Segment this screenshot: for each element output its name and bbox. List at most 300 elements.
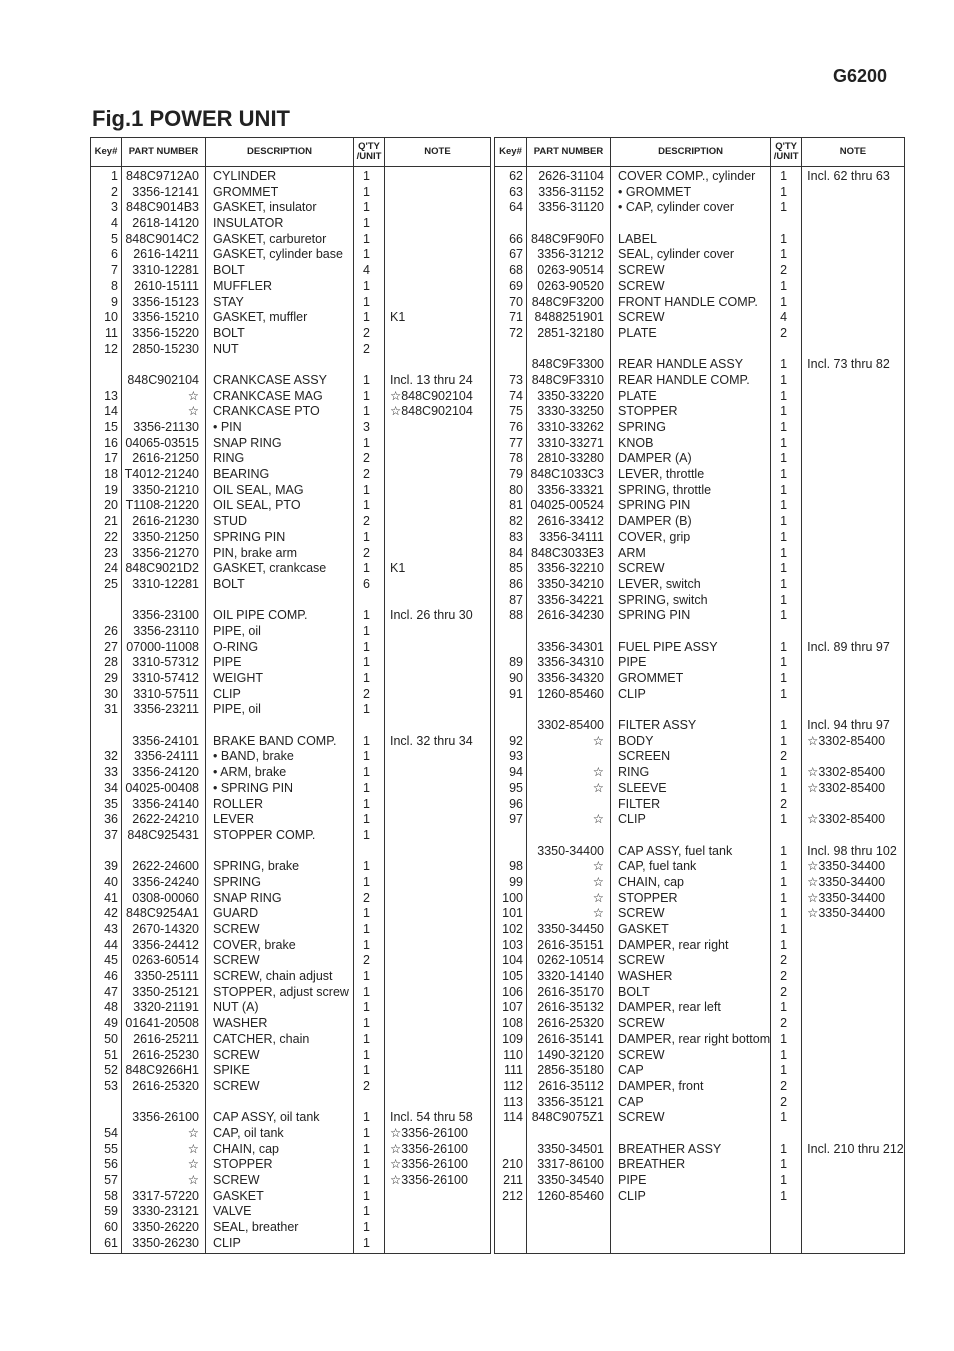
- qty-cell: 1: [780, 529, 788, 544]
- note-cell: [385, 263, 490, 279]
- header-description: DESCRIPTION: [611, 138, 771, 167]
- description-column: [206, 167, 354, 1254]
- key-cell: 41: [104, 890, 118, 905]
- part-number-cell: 1260-85460: [537, 686, 604, 701]
- description-cell: SCREW: [618, 310, 665, 325]
- note-cell: [385, 436, 490, 452]
- description-cell: [206, 593, 353, 609]
- note-cell: K1: [390, 561, 406, 576]
- note-cell: Incl. 98 thru 102: [807, 843, 897, 858]
- key-cell: 210: [502, 1157, 523, 1172]
- part-number-cell: ☆: [592, 780, 604, 795]
- description-cell: BEARING: [213, 467, 270, 482]
- note-cell: [385, 687, 490, 703]
- note-cell: [802, 702, 904, 718]
- qty-cell: 1: [780, 608, 788, 623]
- part-number-cell: 2616-25211: [133, 1031, 199, 1046]
- key-cell: [495, 1126, 526, 1142]
- part-number-cell: 3356-32210: [537, 561, 604, 576]
- qty-cell: 1: [363, 169, 370, 183]
- note-cell: [385, 1048, 490, 1064]
- description-cell: SPRING, throttle: [618, 482, 712, 497]
- qty-cell: 1: [780, 435, 788, 450]
- note-cell: [385, 357, 490, 373]
- key-cell: 58: [104, 1188, 118, 1203]
- part-number-cell: ☆: [187, 1141, 199, 1156]
- note-cell: [802, 404, 904, 420]
- note-cell: Incl. 73 thru 82: [807, 357, 890, 372]
- note-cell: ☆3302-85400: [807, 780, 886, 795]
- key-cell: 11: [105, 325, 118, 340]
- qty-cell: 1: [363, 184, 370, 199]
- note-cell: [385, 169, 490, 185]
- qty-cell: 1: [363, 1220, 370, 1235]
- key-cell: 93: [509, 749, 523, 764]
- description-cell: CLIP: [618, 812, 646, 827]
- note-cell: [802, 1110, 904, 1126]
- note-cell: [802, 295, 904, 311]
- note-cell: [802, 608, 904, 624]
- note-cell: [385, 1079, 490, 1095]
- part-number-cell: 3330-33250: [537, 404, 604, 419]
- qty-cell: 1: [363, 1235, 370, 1250]
- description-cell: SEAL, cylinder cover: [618, 247, 735, 262]
- part-number-cell: 3356-24412: [132, 937, 199, 952]
- qty-cell: 1: [780, 420, 788, 434]
- qty-cell: 1: [780, 655, 788, 670]
- qty-cell: 1: [363, 1157, 370, 1172]
- description-cell: CAP, oil tank: [213, 1125, 284, 1140]
- note-cell: [802, 797, 904, 813]
- key-cell: 7: [111, 263, 118, 278]
- qty-cell: 1: [780, 498, 788, 513]
- note-cell: [802, 1000, 904, 1016]
- part-number-cell: 2618-14120: [132, 216, 199, 231]
- note-cell: ☆848C902104: [390, 388, 473, 403]
- qty-cell: 1: [780, 686, 788, 701]
- key-cell: 72: [509, 325, 523, 340]
- note-cell: [802, 1032, 904, 1048]
- qty-cell: 1: [780, 278, 788, 293]
- note-cell: ☆3302-85400: [807, 765, 886, 780]
- header-part-number: PART NUMBER: [527, 138, 611, 167]
- description-cell: DAMPER, rear right: [618, 937, 729, 952]
- part-number-cell: 2616-35112: [538, 1078, 604, 1093]
- qty-cell: 1: [363, 435, 370, 450]
- key-cell: 4: [111, 216, 118, 231]
- qty-cell: [771, 1126, 801, 1142]
- part-number-cell: 3356-34221: [537, 592, 604, 607]
- key-cell: 85: [509, 561, 523, 576]
- qty-cell: 2: [780, 1094, 788, 1109]
- part-number-cell: [122, 357, 205, 373]
- qty-column: [771, 167, 802, 1254]
- key-cell: 105: [502, 969, 523, 984]
- description-cell: LABEL: [618, 231, 657, 246]
- qty-cell: 1: [363, 874, 370, 889]
- part-number-cell: 3310-33271: [537, 435, 604, 450]
- qty-cell: 1: [780, 1047, 788, 1062]
- part-number-cell: 2851-32180: [537, 325, 604, 340]
- description-cell: PLATE: [618, 388, 657, 403]
- note-cell: [802, 436, 904, 452]
- description-cell: CRANKCASE MAG: [213, 388, 323, 403]
- part-number-cell: 848C9254A1: [126, 906, 199, 921]
- qty-cell: [771, 216, 801, 232]
- key-cell: 30: [104, 686, 118, 701]
- part-number-cell: 848C3033E3: [531, 545, 604, 560]
- note-cell: [385, 1095, 490, 1111]
- key-cell: [495, 702, 526, 718]
- description-cell: • GROMMET: [618, 184, 692, 199]
- part-number-cell: 848C9F90F0: [531, 231, 604, 246]
- qty-cell: 1: [780, 937, 788, 952]
- qty-cell: 1: [780, 482, 788, 497]
- description-cell: STOPPER: [618, 404, 678, 419]
- description-cell: PIPE: [213, 655, 242, 670]
- description-cell: FILTER: [618, 796, 661, 811]
- description-cell: SCREW: [618, 953, 665, 968]
- part-number-cell: T1108-21220: [125, 498, 199, 513]
- note-cell: [802, 530, 904, 546]
- part-number-cell: 3320-21191: [133, 1000, 199, 1015]
- qty-cell: 1: [780, 357, 788, 372]
- part-number-cell: 2616-35132: [537, 1000, 604, 1015]
- description-cell: CAP: [618, 1094, 644, 1109]
- description-cell: • CAP, cylinder cover: [618, 200, 734, 215]
- qty-cell: 1: [780, 922, 788, 936]
- part-number-cell: 3356-21130: [133, 420, 199, 434]
- note-cell: ☆3356-26100: [390, 1173, 468, 1187]
- note-cell: [802, 279, 904, 295]
- key-cell: 109: [502, 1031, 523, 1046]
- qty-cell: 1: [780, 718, 788, 733]
- key-cell: 92: [509, 733, 523, 748]
- table-body-row: [495, 167, 905, 1254]
- part-number-cell: 3356-31120: [538, 200, 604, 215]
- key-cell: 10: [104, 310, 118, 325]
- description-cell: CAP, fuel tank: [618, 859, 697, 874]
- key-cell: [91, 1110, 121, 1126]
- qty-cell: 1: [363, 231, 370, 246]
- description-cell: SEAL, breather: [213, 1220, 299, 1235]
- part-number-cell: 2670-14320: [132, 922, 199, 936]
- description-cell: PIPE: [618, 1173, 647, 1187]
- qty-cell: 1: [363, 1031, 370, 1046]
- part-number-cell: 0263-90514: [537, 263, 604, 278]
- note-cell: [385, 812, 490, 828]
- key-cell: 1: [111, 169, 118, 183]
- description-cell: PIPE: [618, 655, 647, 670]
- note-cell: [802, 389, 904, 405]
- note-cell: [385, 859, 490, 875]
- key-cell: 16: [104, 435, 118, 450]
- part-number-cell: 3356-31152: [538, 184, 604, 199]
- key-cell: 26: [104, 623, 118, 638]
- qty-cell: [771, 624, 801, 640]
- key-cell: 114: [503, 1110, 523, 1125]
- qty-cell: 1: [363, 1204, 370, 1219]
- note-cell: [385, 1189, 490, 1205]
- qty-cell: 1: [780, 545, 788, 560]
- part-number-cell: ☆: [187, 1125, 199, 1140]
- table-header-row: [495, 138, 905, 167]
- qty-cell: 2: [780, 1078, 788, 1093]
- parts-table-left: [90, 137, 491, 1254]
- qty-cell: 4: [363, 263, 370, 278]
- note-cell: [385, 891, 490, 907]
- description-cell: WASHER: [618, 969, 673, 984]
- note-cell: [802, 985, 904, 1001]
- note-cell: [385, 640, 490, 656]
- description-cell: CAP ASSY, oil tank: [213, 1110, 320, 1125]
- note-cell: [385, 702, 490, 718]
- key-cell: 56: [104, 1157, 118, 1172]
- part-number-cell: ☆: [187, 1157, 199, 1172]
- note-cell: [385, 749, 490, 765]
- note-cell: [385, 1204, 490, 1220]
- description-cell: GASKET, insulator: [213, 200, 317, 215]
- part-number-cell: 2616-21230: [132, 514, 199, 529]
- part-number-cell: [527, 216, 610, 232]
- key-cell: 96: [509, 796, 523, 811]
- part-number-cell: 2622-24210: [132, 812, 199, 827]
- note-cell: [802, 593, 904, 609]
- description-cell: CRANKCASE ASSY: [213, 372, 327, 387]
- note-cell: [802, 1048, 904, 1064]
- part-number-cell: 3356-34310: [537, 655, 604, 670]
- part-number-cell: 848C9266H1: [125, 1063, 199, 1078]
- part-number-cell: 3356-23211: [133, 702, 199, 717]
- key-cell: 46: [104, 969, 118, 984]
- description-cell: [206, 718, 353, 734]
- qty-cell: 2: [780, 953, 788, 968]
- qty-cell: 1: [363, 859, 370, 874]
- note-cell: [802, 953, 904, 969]
- key-cell: 106: [502, 984, 523, 999]
- description-cell: CLIP: [618, 1188, 646, 1203]
- key-cell: [495, 640, 526, 656]
- description-cell: SPRING PIN: [618, 608, 691, 623]
- part-number-cell: 0262-10514: [537, 953, 604, 968]
- note-cell: [802, 671, 904, 687]
- key-cell: 67: [509, 247, 523, 262]
- description-cell: SPRING, switch: [618, 592, 708, 607]
- qty-cell: 1: [780, 1157, 788, 1172]
- description-cell: BOLT: [213, 325, 245, 340]
- part-number-cell: 3350-34450: [537, 922, 604, 936]
- part-number-cell: 3356-35121: [537, 1094, 604, 1109]
- qty-cell: 1: [363, 278, 370, 293]
- note-cell: [802, 577, 904, 593]
- part-number-cell: 3356-15123: [132, 294, 199, 309]
- key-cell: 66: [509, 231, 523, 246]
- key-cell: 20: [104, 498, 118, 513]
- key-cell: 31: [104, 702, 118, 717]
- part-number-cell: 2850-15230: [132, 341, 199, 356]
- key-cell: 88: [509, 608, 523, 623]
- description-cell: • BAND, brake: [213, 749, 294, 764]
- key-cell: 94: [509, 765, 523, 780]
- part-number-cell: T4012-21240: [124, 467, 199, 482]
- key-cell: 23: [104, 545, 118, 560]
- note-cell: [802, 467, 904, 483]
- part-number-cell: 848C902104: [127, 372, 199, 387]
- qty-cell: 3: [363, 420, 370, 434]
- part-number-cell: 3356-34320: [537, 671, 604, 685]
- key-cell: [495, 1142, 526, 1158]
- header-key: Key#: [495, 138, 527, 167]
- part-number-cell: 3356-31212: [537, 247, 604, 262]
- description-cell: DAMPER (A): [618, 451, 692, 466]
- key-cell: 103: [502, 937, 523, 952]
- note-cell: [802, 514, 904, 530]
- qty-cell: 1: [363, 827, 370, 842]
- description-cell: STOPPER, adjust screw: [213, 984, 349, 999]
- description-cell: SCREW: [213, 1078, 260, 1093]
- qty-cell: 1: [780, 765, 788, 780]
- key-cell: 79: [509, 467, 523, 482]
- note-cell: [385, 279, 490, 295]
- description-cell: DAMPER, rear right bottom: [618, 1031, 771, 1046]
- note-cell: [802, 263, 904, 279]
- key-cell: 87: [509, 592, 523, 607]
- description-cell: OIL SEAL, PTO: [213, 498, 301, 513]
- key-cell: 21: [104, 514, 118, 529]
- key-cell: 60: [104, 1220, 118, 1235]
- part-number-cell: ☆: [187, 388, 199, 403]
- qty-cell: 1: [780, 200, 788, 215]
- qty-cell: 1: [363, 1016, 370, 1031]
- key-cell: 14: [104, 404, 118, 419]
- part-number-cell: 2856-35180: [537, 1063, 604, 1078]
- key-column: [91, 167, 122, 1254]
- note-cell: Incl. 89 thru 97: [807, 639, 890, 654]
- qty-cell: 1: [363, 1125, 370, 1140]
- part-number-cell: 8488251901: [534, 310, 604, 325]
- key-cell: [495, 718, 526, 734]
- part-number-cell: 3350-34210: [537, 576, 604, 591]
- part-number-cell: 2626-31104: [538, 169, 604, 183]
- header-key: Key#: [91, 138, 122, 167]
- description-cell: GUARD: [213, 906, 259, 921]
- description-cell: GASKET, cylinder base: [213, 247, 343, 262]
- note-cell: [802, 1063, 904, 1079]
- qty-cell: [354, 844, 384, 860]
- description-cell: CHAIN, cap: [213, 1141, 279, 1156]
- description-cell: BOLT: [213, 263, 245, 278]
- part-number-cell: 3350-21210: [132, 482, 199, 497]
- description-cell: STAY: [213, 294, 244, 309]
- part-number-cell: 2616-34230: [537, 608, 604, 623]
- note-cell: [385, 781, 490, 797]
- description-cell: LEVER, switch: [618, 576, 701, 591]
- key-cell: 49: [104, 1016, 118, 1031]
- part-number-cell: 0263-90520: [537, 278, 604, 293]
- key-cell: [495, 828, 526, 844]
- key-cell: 212: [502, 1188, 523, 1203]
- description-cell: COVER, grip: [618, 529, 691, 544]
- key-cell: 78: [509, 451, 523, 466]
- note-cell: [385, 655, 490, 671]
- key-cell: 69: [509, 278, 523, 293]
- description-cell: CRANKCASE PTO: [213, 404, 320, 419]
- qty-cell: 1: [780, 1173, 788, 1187]
- note-cell: [802, 687, 904, 703]
- part-number-cell: [527, 828, 610, 844]
- key-cell: 18: [104, 467, 118, 482]
- note-cell: [385, 232, 490, 248]
- qty-cell: 1: [780, 231, 788, 246]
- description-cell: NUT: [213, 341, 239, 356]
- description-cell: CATCHER, chain: [213, 1031, 310, 1046]
- key-cell: [495, 216, 526, 232]
- part-number-cell: 3310-33262: [537, 420, 604, 434]
- qty-cell: [771, 828, 801, 844]
- qty-cell: 1: [780, 592, 788, 607]
- part-number-cell: 2616-14211: [133, 247, 199, 262]
- qty-cell: 1: [363, 1000, 370, 1015]
- note-cell: [385, 797, 490, 813]
- qty-cell: 1: [363, 200, 370, 215]
- key-cell: 39: [104, 859, 118, 874]
- key-cell: 64: [509, 200, 523, 215]
- part-number-cell: 3356-24111: [134, 749, 199, 764]
- qty-cell: 1: [363, 294, 370, 309]
- part-number-column: [527, 167, 611, 1254]
- description-cell: SCREW: [618, 1016, 665, 1031]
- note-cell: [802, 1016, 904, 1032]
- key-cell: 80: [509, 482, 523, 497]
- description-cell: SPRING, brake: [213, 859, 300, 874]
- description-cell: PIPE, oil: [213, 702, 261, 717]
- description-cell: • PIN: [213, 420, 242, 434]
- part-number-cell: 848C925431: [127, 827, 199, 842]
- key-cell: [495, 357, 526, 373]
- qty-cell: 1: [363, 780, 370, 795]
- description-cell: CAP ASSY, fuel tank: [618, 843, 733, 858]
- description-cell: SCREW: [213, 922, 260, 936]
- note-cell: [385, 1032, 490, 1048]
- qty-cell: 2: [780, 984, 788, 999]
- key-cell: 111: [503, 1063, 523, 1078]
- table-body-row: [91, 167, 491, 1254]
- part-number-cell: 3317-86100: [537, 1157, 604, 1172]
- description-cell: SCREW: [618, 278, 665, 293]
- description-cell: SCREW: [618, 561, 665, 576]
- qty-cell: 1: [780, 874, 788, 889]
- qty-cell: 1: [780, 467, 788, 482]
- qty-cell: 1: [363, 482, 370, 497]
- qty-cell: 1: [363, 388, 370, 403]
- description-cell: CYLINDER: [213, 169, 277, 183]
- header-description: DESCRIPTION: [206, 138, 354, 167]
- key-cell: [91, 1095, 121, 1111]
- description-cell: GROMMET: [213, 184, 279, 199]
- qty-cell: 1: [780, 639, 788, 654]
- key-cell: 8: [111, 278, 118, 293]
- description-cell: SLEEVE: [618, 780, 667, 795]
- qty-cell: [354, 718, 384, 734]
- qty-cell: 1: [363, 216, 370, 231]
- table-header-row: [91, 138, 491, 167]
- key-cell: 102: [502, 922, 523, 936]
- note-cell: [385, 467, 490, 483]
- qty-cell: [771, 342, 801, 358]
- note-cell: [385, 671, 490, 687]
- part-number-cell: [527, 624, 610, 640]
- description-cell: WEIGHT: [213, 671, 263, 685]
